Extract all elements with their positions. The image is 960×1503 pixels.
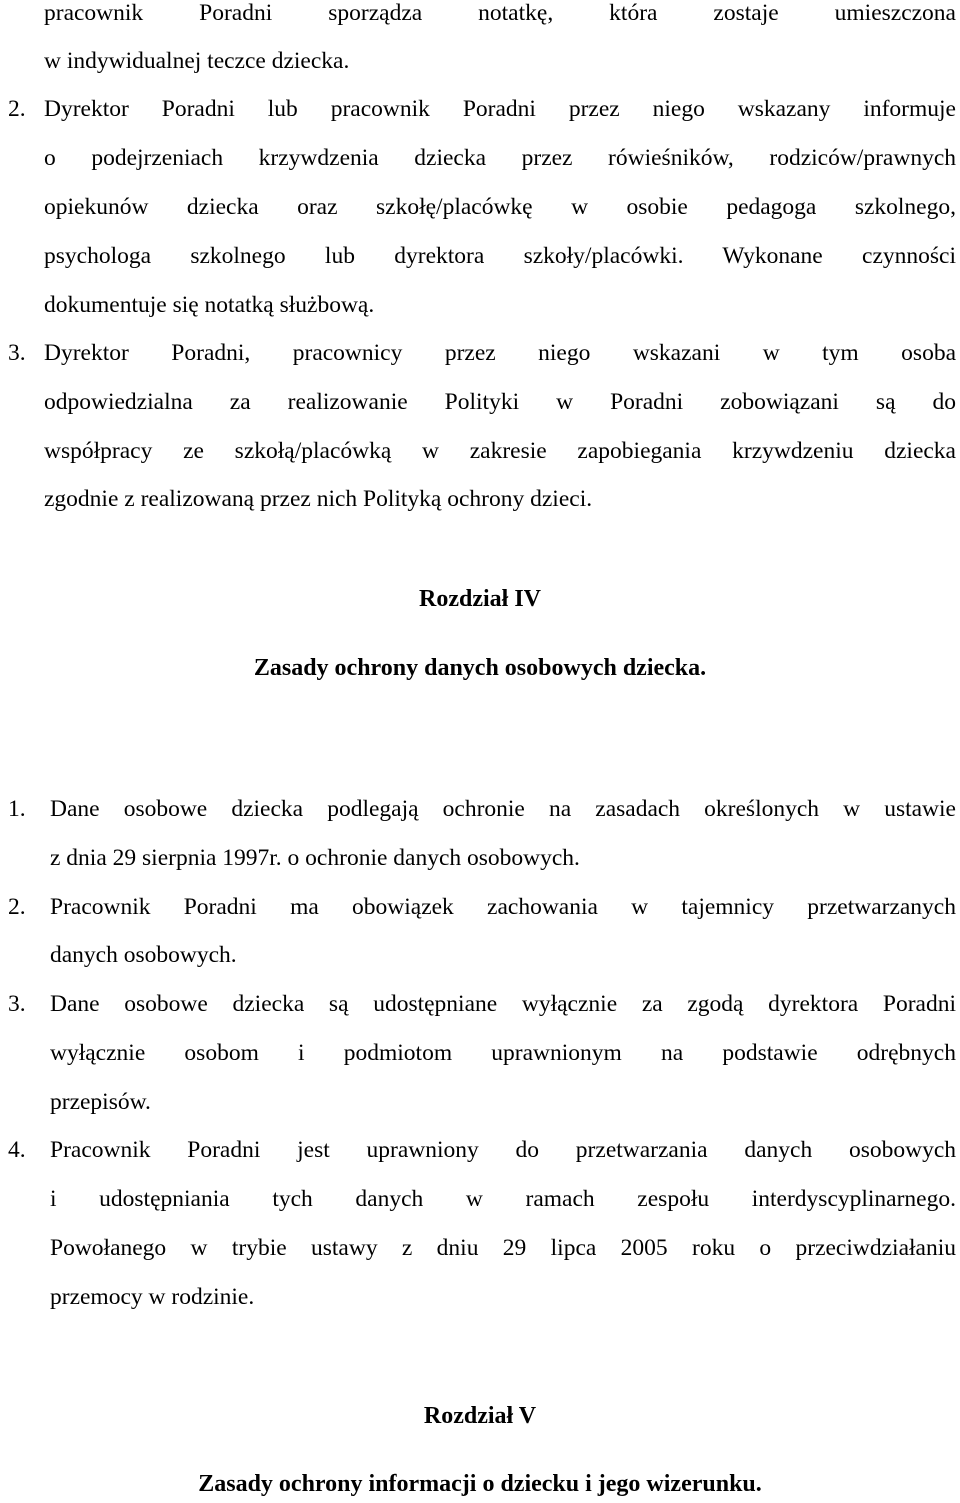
chapter-subtitle: Zasady ochrony danych osobowych dziecka. <box>253 655 707 681</box>
paragraph-line: Pracownik Poradni jest uprawniony do przetwarzania danych osobowych <box>50 1137 956 1163</box>
paragraph-line: Dane osobowe dziecka są udostępniane wyłącznie za zgodą dyrektora Poradni <box>50 991 956 1017</box>
paragraph-line: dokumentuje się notatką służbową. <box>44 292 375 318</box>
paragraph-line: Dyrektor Poradni, pracownicy przez niego wskazani w tym osoba <box>44 340 956 366</box>
paragraph-line: przemocy w rodzinie. <box>50 1284 255 1310</box>
paragraph-line: Powołanego w trybie ustawy z dniu 29 lipca 2005 roku o przeciwdziałaniu <box>50 1235 956 1261</box>
list-number: 3. <box>8 991 26 1017</box>
list-number: 2. <box>8 894 26 920</box>
paragraph-line: Dane osobowe dziecka podlegają ochronie na zasadach określonych w ustawie <box>50 796 956 822</box>
chapter-subtitle: Zasady ochrony informacji o dziecku i jego wizerunku. <box>198 1471 762 1497</box>
chapter-title: Rozdział V <box>423 1403 537 1429</box>
paragraph-line: Pracownik Poradni ma obowiązek zachowania w tajemnicy przetwarzanych <box>50 894 956 920</box>
paragraph-line: psychologa szkolnego lub dyrektora szkoły/placówki. Wykonane czynności <box>44 243 956 269</box>
paragraph-line: danych osobowych. <box>50 942 237 968</box>
paragraph-line: przepisów. <box>50 1089 151 1115</box>
paragraph-line: pracownik Poradni sporządza notatkę, która zostaje umieszczona <box>44 0 956 26</box>
paragraph-line: współpracy ze szkołą/placówką w zakresie zapobiegania krzywdzeniu dziecka <box>44 438 956 464</box>
list-number: 1. <box>8 796 26 822</box>
paragraph-line: wyłącznie osobom i podmiotom uprawnionym na podstawie odrębnych <box>50 1040 956 1066</box>
paragraph-line: odpowiedzialna za realizowanie Polityki w Poradni zobowiązani są do <box>44 389 956 415</box>
list-number: 2. <box>8 96 26 122</box>
paragraph-line: z dnia 29 sierpnia 1997r. o ochronie danych osobowych. <box>50 845 580 871</box>
list-number: 4. <box>8 1137 26 1163</box>
paragraph-line: o podejrzeniach krzywdzenia dziecka przez rówieśników, rodziców/prawnych <box>44 145 956 171</box>
paragraph-line: w indywidualnej teczce dziecka. <box>44 48 350 74</box>
paragraph-line: Dyrektor Poradni lub pracownik Poradni przez niego wskazany informuje <box>44 96 956 122</box>
chapter-title: Rozdział IV <box>419 586 541 612</box>
list-number: 3. <box>8 340 26 366</box>
paragraph-line: opiekunów dziecka oraz szkołę/placówkę w osobie pedagoga szkolnego, <box>44 194 956 220</box>
paragraph-line: zgodnie z realizowaną przez nich Polityką ochrony dzieci. <box>44 486 593 512</box>
paragraph-line: i udostępniania tych danych w ramach zespołu interdyscyplinarnego. <box>50 1186 956 1212</box>
